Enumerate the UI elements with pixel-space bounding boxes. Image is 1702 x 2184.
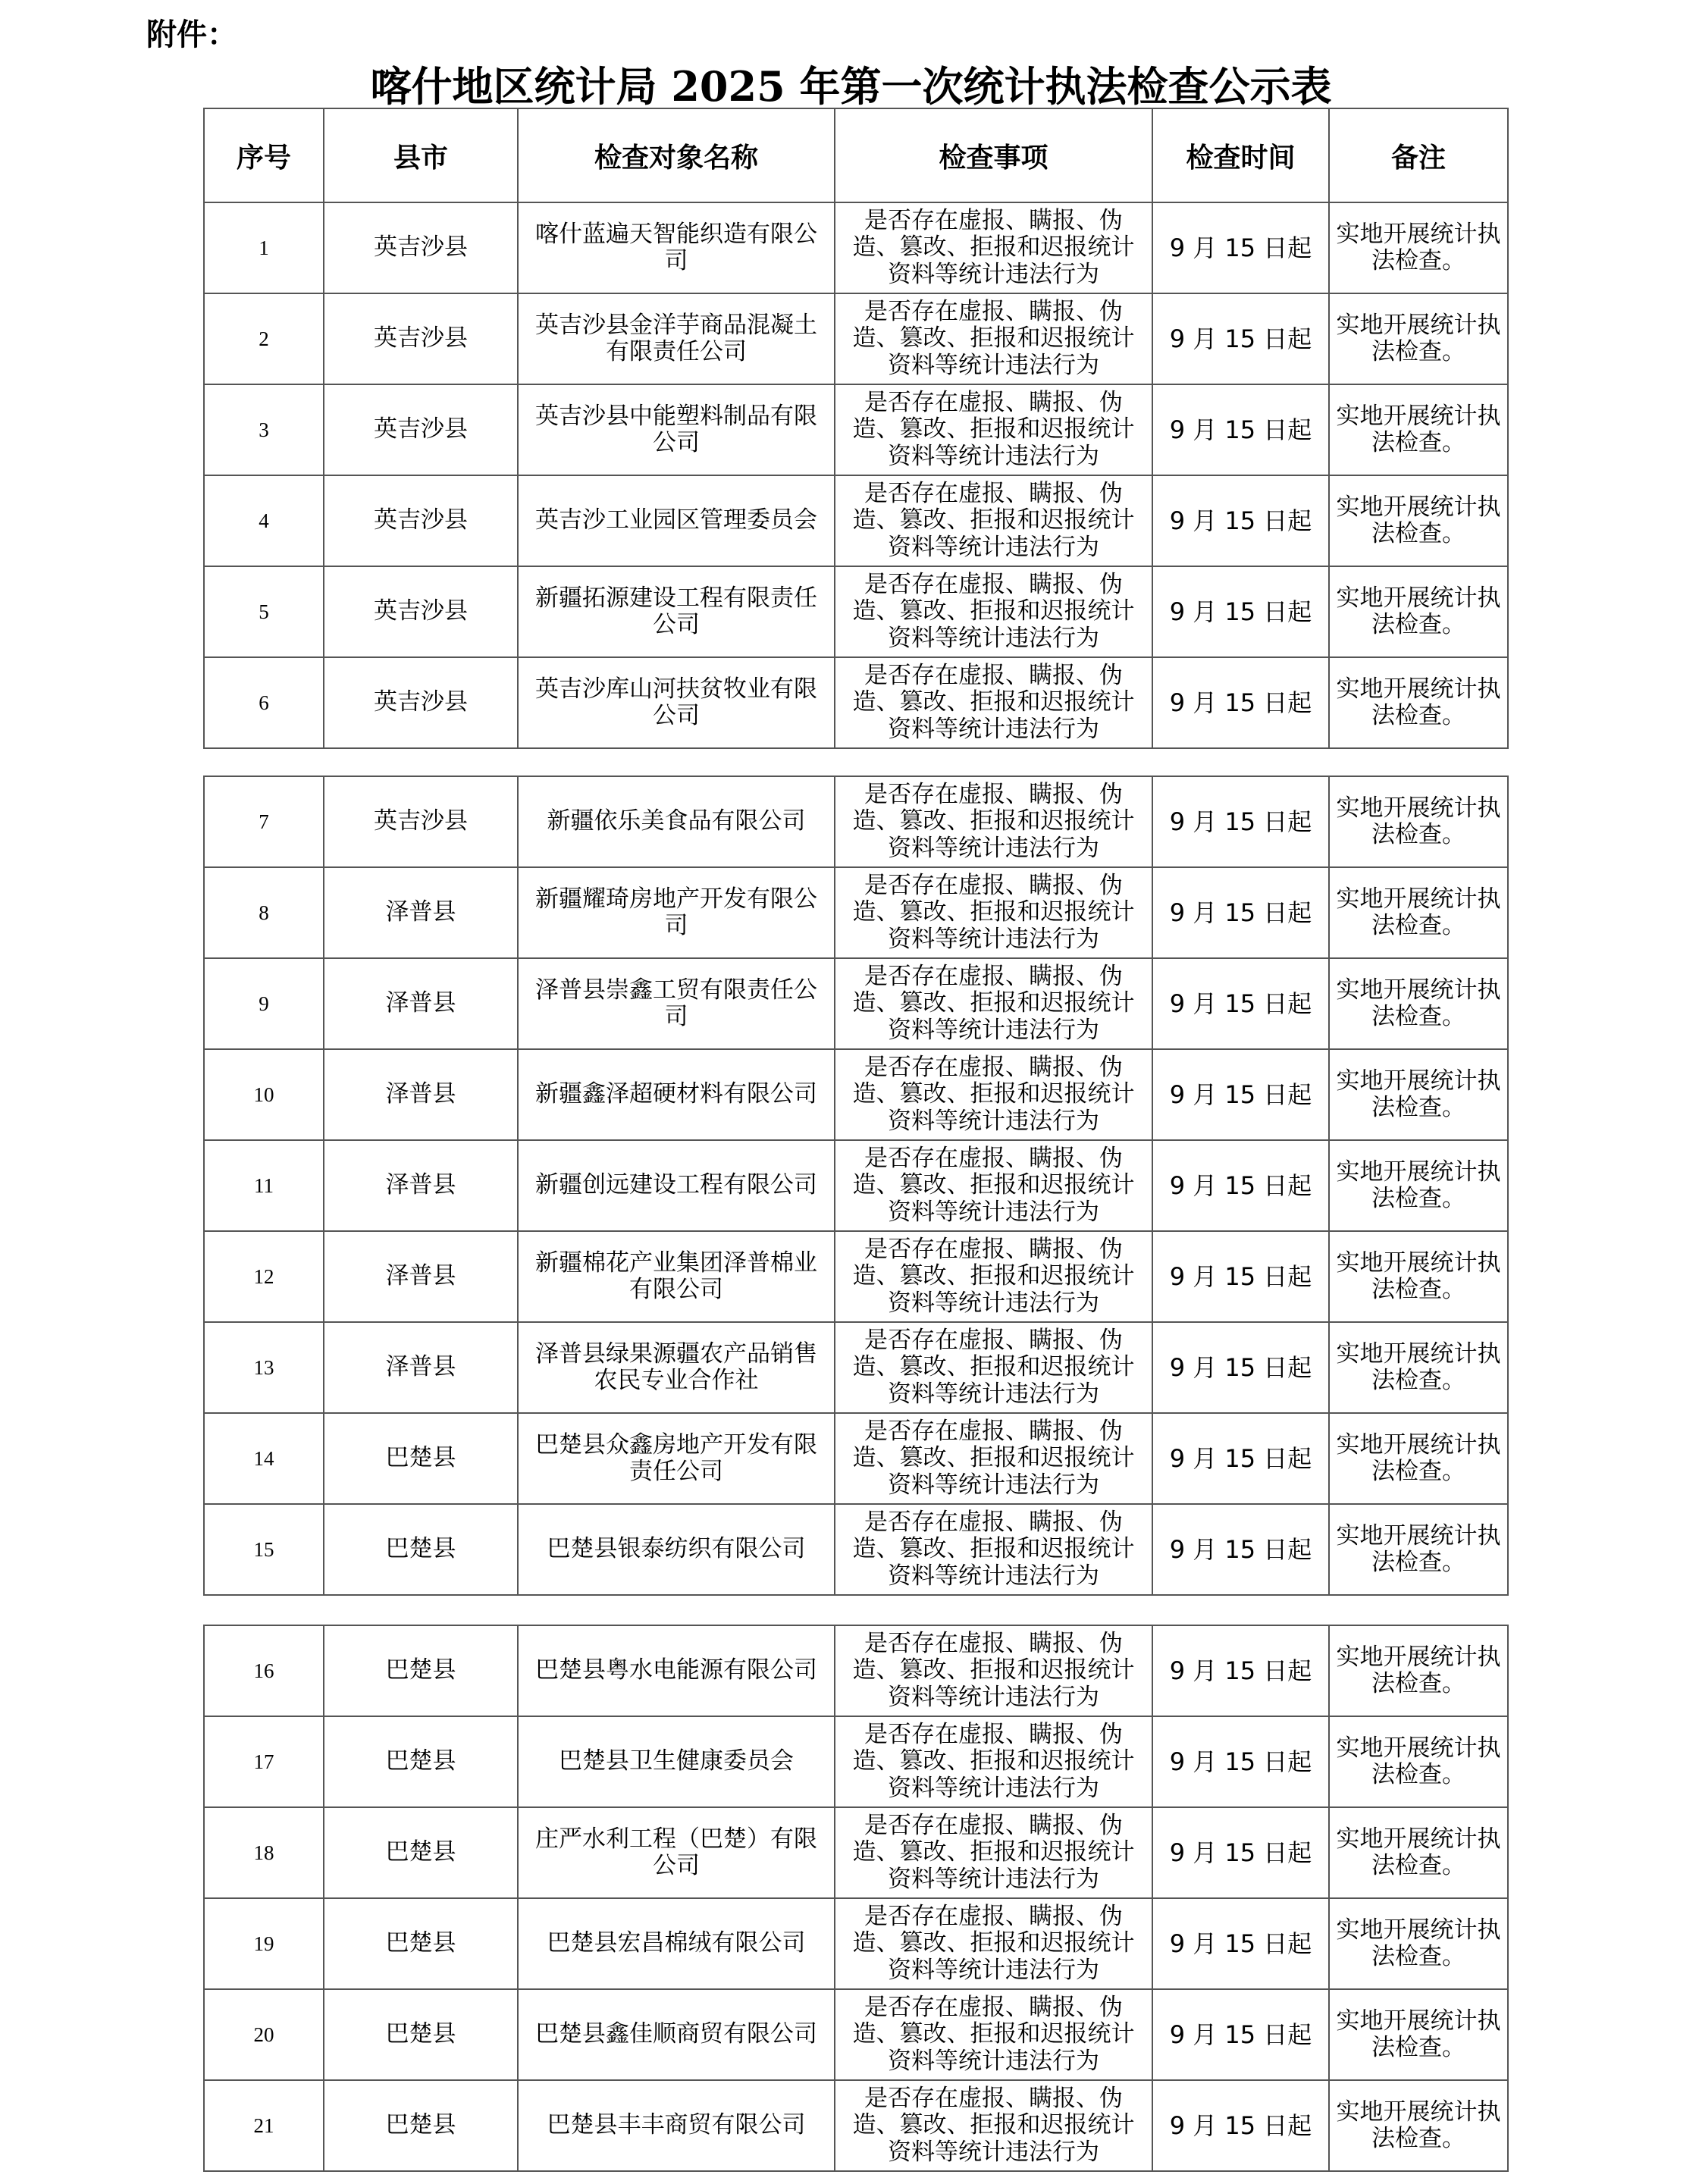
inspected-entity-name: 巴楚县粤水电能源有限公司	[518, 1625, 835, 1716]
inspection-item: 是否存在虚报、瞒报、伪造、篡改、拒报和迟报统计资料等统计违法行为	[835, 867, 1152, 958]
row-number: 19	[204, 1898, 324, 1989]
inspection-time: 9 月 15 日起	[1152, 657, 1329, 748]
remark: 实地开展统计执法检查。	[1329, 776, 1508, 867]
table-row	[204, 475, 1508, 566]
inspection-time: 9 月 15 日起	[1152, 1049, 1329, 1140]
inspection-time: 9 月 15 日起	[1152, 2080, 1329, 2171]
remark: 实地开展统计执法检查。	[1329, 1807, 1508, 1898]
inspection-time: 9 月 15 日起	[1152, 1898, 1329, 1989]
row-number: 12	[204, 1231, 324, 1322]
remark: 实地开展统计执法检查。	[1329, 867, 1508, 958]
remark: 实地开展统计执法检查。	[1329, 1716, 1508, 1807]
remark: 实地开展统计执法检查。	[1329, 566, 1508, 657]
table-row	[204, 867, 1508, 958]
table-row	[204, 202, 1508, 293]
row-number: 1	[204, 202, 324, 293]
row-number: 18	[204, 1807, 324, 1898]
inspected-entity-name: 巴楚县鑫佳顺商贸有限公司	[518, 1989, 835, 2080]
county-cell: 泽普县	[324, 867, 518, 958]
column-header: 检查时间	[1152, 108, 1329, 202]
row-number: 15	[204, 1504, 324, 1595]
row-number: 14	[204, 1413, 324, 1504]
table-row	[204, 1413, 1508, 1504]
inspected-entity-name: 新疆耀琦房地产开发有限公司	[518, 867, 835, 958]
inspection-item: 是否存在虚报、瞒报、伪造、篡改、拒报和迟报统计资料等统计违法行为	[835, 1322, 1152, 1413]
remark: 实地开展统计执法检查。	[1329, 1989, 1508, 2080]
inspected-entity-name: 巴楚县银泰纺织有限公司	[518, 1504, 835, 1595]
inspection-time: 9 月 15 日起	[1152, 202, 1329, 293]
remark: 实地开展统计执法检查。	[1329, 293, 1508, 384]
table-row	[204, 384, 1508, 475]
inspection-time: 9 月 15 日起	[1152, 1716, 1329, 1807]
county-cell: 英吉沙县	[324, 475, 518, 566]
row-number: 16	[204, 1625, 324, 1716]
inspection-item: 是否存在虚报、瞒报、伪造、篡改、拒报和迟报统计资料等统计违法行为	[835, 1504, 1152, 1595]
row-number: 17	[204, 1716, 324, 1807]
county-cell: 巴楚县	[324, 1989, 518, 2080]
inspection-item: 是否存在虚报、瞒报、伪造、篡改、拒报和迟报统计资料等统计违法行为	[835, 1049, 1152, 1140]
table-row	[204, 293, 1508, 384]
county-cell: 英吉沙县	[324, 657, 518, 748]
inspected-entity-name: 新疆棉花产业集团泽普棉业有限公司	[518, 1231, 835, 1322]
inspection-time: 9 月 15 日起	[1152, 958, 1329, 1049]
table-row	[204, 958, 1508, 1049]
inspection-time: 9 月 15 日起	[1152, 1807, 1329, 1898]
inspection-time: 9 月 15 日起	[1152, 1140, 1329, 1231]
row-number: 13	[204, 1322, 324, 1413]
table-row	[204, 1231, 1508, 1322]
table-row	[204, 1049, 1508, 1140]
row-number: 5	[204, 566, 324, 657]
inspection-item: 是否存在虚报、瞒报、伪造、篡改、拒报和迟报统计资料等统计违法行为	[835, 1231, 1152, 1322]
table-row	[204, 566, 1508, 657]
inspected-entity-name: 英吉沙县金洋芋商品混凝土有限责任公司	[518, 293, 835, 384]
inspected-entity-name: 英吉沙县中能塑料制品有限公司	[518, 384, 835, 475]
remark: 实地开展统计执法检查。	[1329, 1140, 1508, 1231]
inspected-entity-name: 泽普县绿果源疆农产品销售农民专业合作社	[518, 1322, 835, 1413]
inspection-item: 是否存在虚报、瞒报、伪造、篡改、拒报和迟报统计资料等统计违法行为	[835, 1716, 1152, 1807]
remark: 实地开展统计执法检查。	[1329, 657, 1508, 748]
county-cell: 巴楚县	[324, 1898, 518, 1989]
table-row	[204, 1898, 1508, 1989]
county-cell: 英吉沙县	[324, 776, 518, 867]
county-cell: 巴楚县	[324, 1625, 518, 1716]
inspected-entity-name: 泽普县崇鑫工贸有限责任公司	[518, 958, 835, 1049]
inspection-time: 9 月 15 日起	[1152, 776, 1329, 867]
inspection-item: 是否存在虚报、瞒报、伪造、篡改、拒报和迟报统计资料等统计违法行为	[835, 776, 1152, 867]
inspection-time: 9 月 15 日起	[1152, 1322, 1329, 1413]
county-cell: 泽普县	[324, 958, 518, 1049]
county-cell: 巴楚县	[324, 1504, 518, 1595]
inspected-entity-name: 新疆鑫泽超硬材料有限公司	[518, 1049, 835, 1140]
inspection-time: 9 月 15 日起	[1152, 1625, 1329, 1716]
inspected-entity-name: 新疆创远建设工程有限公司	[518, 1140, 835, 1231]
county-cell: 泽普县	[324, 1231, 518, 1322]
table-row	[204, 1322, 1508, 1413]
inspection-item: 是否存在虚报、瞒报、伪造、篡改、拒报和迟报统计资料等统计违法行为	[835, 566, 1152, 657]
inspected-entity-name: 新疆拓源建设工程有限责任公司	[518, 566, 835, 657]
table-row	[204, 1807, 1508, 1898]
page-title: 喀什地区统计局 2025 年第一次统计执法检查公示表	[370, 62, 1332, 111]
table-row	[204, 1989, 1508, 2080]
table-row	[204, 1716, 1508, 1807]
column-header: 检查对象名称	[518, 108, 835, 202]
county-cell: 泽普县	[324, 1322, 518, 1413]
row-number: 10	[204, 1049, 324, 1140]
inspection-item: 是否存在虚报、瞒报、伪造、篡改、拒报和迟报统计资料等统计违法行为	[835, 657, 1152, 748]
row-number: 8	[204, 867, 324, 958]
remark: 实地开展统计执法检查。	[1329, 1898, 1508, 1989]
remark: 实地开展统计执法检查。	[1329, 1049, 1508, 1140]
inspection-item: 是否存在虚报、瞒报、伪造、篡改、拒报和迟报统计资料等统计违法行为	[835, 384, 1152, 475]
inspection-item: 是否存在虚报、瞒报、伪造、篡改、拒报和迟报统计资料等统计违法行为	[835, 475, 1152, 566]
inspection-time: 9 月 15 日起	[1152, 1231, 1329, 1322]
row-number: 6	[204, 657, 324, 748]
inspection-item: 是否存在虚报、瞒报、伪造、篡改、拒报和迟报统计资料等统计违法行为	[835, 293, 1152, 384]
remark: 实地开展统计执法检查。	[1329, 1231, 1508, 1322]
inspected-entity-name: 喀什蓝遍天智能织造有限公司	[518, 202, 835, 293]
county-cell: 巴楚县	[324, 1807, 518, 1898]
inspection-time: 9 月 15 日起	[1152, 384, 1329, 475]
inspected-entity-name: 英吉沙工业园区管理委员会	[518, 475, 835, 566]
inspected-entity-name: 庄严水利工程（巴楚）有限公司	[518, 1807, 835, 1898]
inspection-table-block-1	[203, 108, 1509, 749]
row-number: 11	[204, 1140, 324, 1231]
column-header: 检查事项	[835, 108, 1152, 202]
inspection-time: 9 月 15 日起	[1152, 566, 1329, 657]
inspection-item: 是否存在虚报、瞒报、伪造、篡改、拒报和迟报统计资料等统计违法行为	[835, 958, 1152, 1049]
inspection-time: 9 月 15 日起	[1152, 1413, 1329, 1504]
inspected-entity-name: 新疆依乐美食品有限公司	[518, 776, 835, 867]
inspection-table-block-2	[203, 776, 1509, 1596]
table-row	[204, 1140, 1508, 1231]
county-cell: 泽普县	[324, 1049, 518, 1140]
remark: 实地开展统计执法检查。	[1329, 384, 1508, 475]
inspected-entity-name: 巴楚县丰丰商贸有限公司	[518, 2080, 835, 2171]
table-header-row	[204, 108, 1508, 202]
column-header: 县市	[324, 108, 518, 202]
table-row	[204, 657, 1508, 748]
remark: 实地开展统计执法检查。	[1329, 958, 1508, 1049]
inspection-time: 9 月 15 日起	[1152, 293, 1329, 384]
county-cell: 英吉沙县	[324, 566, 518, 657]
inspection-time: 9 月 15 日起	[1152, 867, 1329, 958]
county-cell: 泽普县	[324, 1140, 518, 1231]
column-header: 备注	[1329, 108, 1508, 202]
row-number: 9	[204, 958, 324, 1049]
table-row	[204, 776, 1508, 867]
remark: 实地开展统计执法检查。	[1329, 1504, 1508, 1595]
table-row	[204, 1504, 1508, 1595]
row-number: 3	[204, 384, 324, 475]
row-number: 2	[204, 293, 324, 384]
inspection-item: 是否存在虚报、瞒报、伪造、篡改、拒报和迟报统计资料等统计违法行为	[835, 1140, 1152, 1231]
row-number: 4	[204, 475, 324, 566]
county-cell: 英吉沙县	[324, 293, 518, 384]
inspection-time: 9 月 15 日起	[1152, 1989, 1329, 2080]
county-cell: 英吉沙县	[324, 202, 518, 293]
remark: 实地开展统计执法检查。	[1329, 475, 1508, 566]
county-cell: 巴楚县	[324, 2080, 518, 2171]
inspection-item: 是否存在虚报、瞒报、伪造、篡改、拒报和迟报统计资料等统计违法行为	[835, 2080, 1152, 2171]
table-row	[204, 1625, 1508, 1716]
remark: 实地开展统计执法检查。	[1329, 2080, 1508, 2171]
inspection-item: 是否存在虚报、瞒报、伪造、篡改、拒报和迟报统计资料等统计违法行为	[835, 1625, 1152, 1716]
inspection-item: 是否存在虚报、瞒报、伪造、篡改、拒报和迟报统计资料等统计违法行为	[835, 202, 1152, 293]
county-cell: 英吉沙县	[324, 384, 518, 475]
inspection-item: 是否存在虚报、瞒报、伪造、篡改、拒报和迟报统计资料等统计违法行为	[835, 1898, 1152, 1989]
remark: 实地开展统计执法检查。	[1329, 202, 1508, 293]
remark: 实地开展统计执法检查。	[1329, 1413, 1508, 1504]
table-row	[204, 2080, 1508, 2171]
row-number: 20	[204, 1989, 324, 2080]
inspection-item: 是否存在虚报、瞒报、伪造、篡改、拒报和迟报统计资料等统计违法行为	[835, 1989, 1152, 2080]
column-header: 序号	[204, 108, 324, 202]
remark: 实地开展统计执法检查。	[1329, 1322, 1508, 1413]
inspection-item: 是否存在虚报、瞒报、伪造、篡改、拒报和迟报统计资料等统计违法行为	[835, 1413, 1152, 1504]
inspection-table-block-3	[203, 1625, 1509, 2172]
county-cell: 巴楚县	[324, 1413, 518, 1504]
inspection-item: 是否存在虚报、瞒报、伪造、篡改、拒报和迟报统计资料等统计违法行为	[835, 1807, 1152, 1898]
inspected-entity-name: 巴楚县众鑫房地产开发有限责任公司	[518, 1413, 835, 1504]
row-number: 21	[204, 2080, 324, 2171]
row-number: 7	[204, 776, 324, 867]
county-cell: 巴楚县	[324, 1716, 518, 1807]
inspection-time: 9 月 15 日起	[1152, 475, 1329, 566]
inspected-entity-name: 巴楚县宏昌棉绒有限公司	[518, 1898, 835, 1989]
inspection-time: 9 月 15 日起	[1152, 1504, 1329, 1595]
remark: 实地开展统计执法检查。	[1329, 1625, 1508, 1716]
attachment-label: 附件：	[146, 17, 237, 52]
inspected-entity-name: 英吉沙库山河扶贫牧业有限公司	[518, 657, 835, 748]
inspected-entity-name: 巴楚县卫生健康委员会	[518, 1716, 835, 1807]
